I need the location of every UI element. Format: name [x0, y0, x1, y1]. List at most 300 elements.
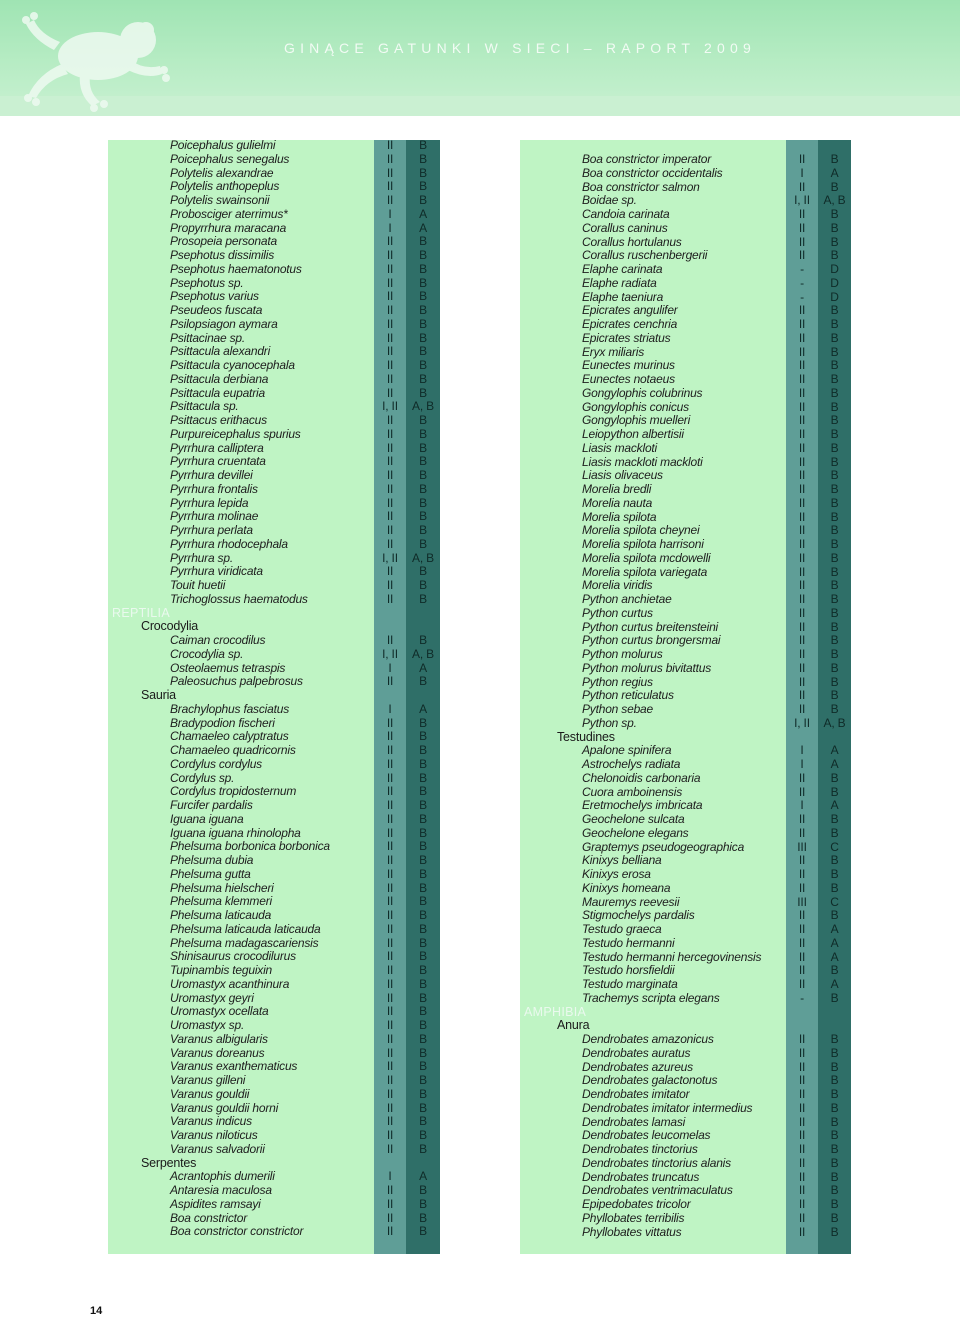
- cites-appendix-cell: II: [798, 509, 806, 524]
- species-name: Dendrobates leucomelas: [582, 1128, 711, 1143]
- cites-appendix-cell: II: [798, 812, 806, 826]
- table-row: [108, 839, 440, 853]
- table-row: [520, 1115, 851, 1129]
- eu-annex-cell: B: [419, 248, 427, 262]
- table-row: [108, 702, 440, 716]
- eu-annex-cell: B: [830, 344, 839, 359]
- cites-appendix-cell: II: [386, 798, 394, 812]
- table-row: [108, 1059, 440, 1073]
- species-name: Corallus ruschenbergerii: [582, 248, 708, 263]
- cites-appendix-cell: II: [386, 261, 394, 276]
- table-row: [108, 331, 440, 345]
- table-row: [520, 936, 851, 950]
- eu-annex-cell: B: [419, 784, 427, 799]
- species-name: Python curtus breitensteini: [582, 619, 719, 634]
- eu-annex-cell: B: [419, 344, 427, 359]
- cites-appendix-cell: II: [798, 1169, 806, 1184]
- eu-annex-cell: B: [830, 1183, 839, 1198]
- species-name: Iguana iguana rhinolopha: [170, 825, 301, 840]
- species-name: Phelsuma hielscheri: [170, 880, 274, 895]
- species-name: Dendrobates tinctorius alanis: [582, 1155, 731, 1170]
- species-name: Dendrobates azureus: [582, 1059, 693, 1074]
- species-name: Python reticulatus: [582, 688, 674, 703]
- eu-annex-cell: A, B: [823, 715, 846, 730]
- species-name: Dendrobates lamasi: [582, 1114, 686, 1129]
- species-name: Pyrrhura sp.: [170, 550, 233, 565]
- eu-annex-cell: B: [830, 317, 839, 331]
- species-name: Eryx miliaris: [582, 344, 645, 359]
- species-name: Dendrobates truncatus: [582, 1169, 700, 1184]
- species-name: Elaphe carinata: [582, 262, 663, 276]
- table-row: [108, 221, 440, 235]
- species-name: Varanus gouldii horni: [170, 1100, 279, 1115]
- table-row: [520, 290, 851, 304]
- table-row: [108, 509, 440, 523]
- cites-appendix-cell: -: [800, 262, 804, 276]
- eu-annex-cell: B: [830, 1045, 839, 1060]
- species-name: Psittacula cyanocephala: [170, 358, 295, 372]
- cites-appendix-cell: II: [386, 303, 394, 317]
- species-name: Psephotus varius: [170, 289, 259, 304]
- eu-annex-cell: B: [830, 179, 839, 194]
- table-row: [108, 1087, 440, 1101]
- table-row: [108, 289, 440, 303]
- cites-appendix-cell: II: [386, 1018, 394, 1032]
- eu-annex-cell: B: [419, 729, 427, 744]
- species-name: Phelsuma gutta: [170, 866, 251, 881]
- species-name: Touit huetii: [170, 578, 226, 592]
- cites-appendix-cell: II: [386, 839, 394, 854]
- species-name: Mauremys reevesii: [582, 894, 680, 909]
- table-row: [520, 331, 851, 345]
- eu-annex-cell: A: [419, 206, 427, 221]
- eu-annex-cell: A, B: [412, 399, 434, 414]
- species-name: Morelia nauta: [582, 495, 653, 510]
- cites-appendix-cell: II: [798, 468, 806, 483]
- cites-appendix-cell: II: [798, 1155, 806, 1170]
- cites-appendix-cell: II: [798, 344, 806, 359]
- cites-appendix-cell: II: [798, 1073, 806, 1088]
- eu-annex-cell: B: [419, 1183, 427, 1197]
- eu-annex-cell: B: [419, 674, 427, 689]
- eu-annex-cell: B: [419, 1210, 427, 1225]
- species-name: Poicephalus senegalus: [170, 151, 290, 166]
- cites-appendix-cell: III: [797, 894, 807, 909]
- eu-annex-cell: B: [419, 1004, 427, 1019]
- species-name: Trachemys scripta elegans: [582, 990, 720, 1005]
- eu-annex-cell: B: [830, 770, 839, 785]
- species-name: Varanus indicus: [170, 1114, 252, 1129]
- eu-annex-cell: B: [419, 509, 427, 524]
- species-name: Morelia bredli: [582, 482, 652, 496]
- cites-appendix-cell: II: [386, 1086, 394, 1101]
- species-name: Phelsuma dubia: [170, 853, 254, 867]
- eu-annex-cell: B: [830, 1197, 839, 1211]
- species-name: Python molurus: [582, 647, 663, 661]
- table-row: [108, 1142, 440, 1156]
- order-heading: Testudines: [557, 729, 615, 744]
- table-row: [520, 743, 851, 757]
- cites-appendix-cell: II: [386, 880, 394, 895]
- table-row: [108, 344, 440, 358]
- table-row: [108, 564, 440, 578]
- eu-annex-cell: B: [830, 963, 839, 978]
- species-name: Python curtus: [582, 605, 653, 620]
- species-name: Uromastyx ocellata: [170, 1004, 269, 1019]
- table-row: [108, 317, 440, 331]
- eu-annex-cell: B: [419, 1018, 427, 1032]
- eu-annex-cell: B: [830, 220, 839, 235]
- eu-annex-cell: B: [830, 303, 839, 318]
- species-name: Varanus gouldii: [170, 1086, 250, 1101]
- species-name: Morelia spilota: [582, 509, 657, 524]
- table-row: [520, 152, 851, 166]
- species-name: Antaresia maculosa: [170, 1183, 272, 1197]
- eu-annex-cell: A, B: [412, 550, 434, 565]
- cites-appendix-cell: II: [798, 688, 806, 703]
- table-row: [520, 262, 851, 276]
- cites-appendix-cell: II: [798, 207, 806, 221]
- table-row: [108, 358, 440, 372]
- eu-annex-cell: B: [830, 1155, 839, 1170]
- cites-appendix-cell: II: [386, 1128, 394, 1142]
- table-row: [108, 372, 440, 386]
- cites-appendix-cell: II: [386, 179, 394, 194]
- table-row: [520, 248, 851, 262]
- species-table-left: [108, 140, 440, 1254]
- eu-annex-cell: B: [419, 138, 427, 152]
- cites-appendix-cell: II: [798, 440, 806, 455]
- eu-annex-cell: C: [830, 839, 839, 854]
- species-name: Corallus hortulanus: [582, 234, 682, 249]
- table-row: [520, 633, 851, 647]
- eu-annex-cell: B: [419, 1031, 427, 1046]
- eu-annex-cell: B: [419, 151, 427, 166]
- species-name: Cordylus tropidosternum: [170, 784, 297, 799]
- table-row: [108, 674, 440, 688]
- species-name: Phyllobates terribilis: [582, 1210, 685, 1225]
- eu-annex-cell: A: [830, 949, 839, 964]
- table-row: [108, 482, 440, 496]
- table-row: [520, 1101, 851, 1115]
- table-row: [520, 771, 851, 785]
- cites-appendix-cell: II: [386, 894, 394, 909]
- species-name: Boa constrictor imperator: [582, 152, 712, 166]
- species-name: Dendrobates imitator intermedius: [582, 1100, 753, 1115]
- eu-annex-cell: B: [830, 234, 839, 249]
- cites-appendix-cell: I: [800, 165, 804, 180]
- order-heading: Serpentes: [141, 1155, 197, 1170]
- eu-annex-cell: B: [419, 949, 427, 964]
- species-name: Dendrobates ventrimaculatus: [582, 1183, 733, 1198]
- eu-annex-cell: A: [830, 798, 839, 813]
- table-row: [108, 592, 440, 606]
- order-heading-row: [108, 1156, 440, 1170]
- cites-appendix-cell: II: [798, 1128, 806, 1143]
- species-name: Eunectes murinus: [582, 358, 675, 373]
- table-row: [520, 193, 851, 207]
- eu-annex-cell: B: [830, 1224, 839, 1239]
- species-name: Testudo horsfieldii: [582, 963, 675, 978]
- cites-appendix-cell: I, II: [382, 550, 398, 565]
- table-row: [108, 179, 440, 193]
- species-name: Psittacula alexandri: [170, 344, 271, 359]
- eu-annex-cell: A: [419, 701, 427, 716]
- species-name: Brachylophus fasciatus: [170, 701, 289, 716]
- table-row: [108, 138, 440, 152]
- table-row: [520, 427, 851, 441]
- species-name: Acrantophis dumerili: [170, 1169, 275, 1184]
- cites-appendix-cell: II: [386, 358, 394, 372]
- species-name: Uromastyx sp.: [170, 1018, 245, 1032]
- table-row: [108, 977, 440, 991]
- table-row: [520, 881, 851, 895]
- table-row: [108, 1183, 440, 1197]
- cites-appendix-cell: II: [798, 1224, 806, 1239]
- eu-annex-cell: B: [830, 399, 839, 414]
- eu-annex-cell: B: [419, 921, 427, 936]
- table-row: [108, 771, 440, 785]
- species-name: Morelia spilota harrisoni: [582, 537, 704, 551]
- species-name: Osteolaemus tetraspis: [170, 660, 286, 675]
- species-name: Purpureicephalus spurius: [170, 426, 301, 441]
- table-row: [520, 606, 851, 620]
- cites-appendix-cell: II: [798, 220, 806, 235]
- species-name: Corallus caninus: [582, 220, 668, 235]
- cites-appendix-cell: II: [386, 674, 394, 689]
- species-name: Trichoglossus haematodus: [170, 591, 308, 606]
- table-row: [520, 537, 851, 551]
- table-row: [520, 565, 851, 579]
- species-name: Python sebae: [582, 702, 653, 716]
- order-heading: Sauria: [141, 688, 176, 702]
- order-heading-row: [520, 730, 851, 744]
- table-row: [108, 936, 440, 950]
- eu-annex-cell: B: [830, 358, 839, 373]
- cites-appendix-cell: I: [388, 206, 392, 221]
- eu-annex-cell: B: [419, 880, 427, 895]
- cites-appendix-cell: II: [798, 770, 806, 785]
- species-name: Phyllobates vittatus: [582, 1224, 682, 1239]
- species-name: Pyrrhura molinae: [170, 509, 259, 524]
- eu-annex-cell: B: [830, 784, 839, 799]
- eu-annex-cell: A, B: [412, 646, 434, 661]
- cites-appendix-cell: -: [800, 990, 804, 1005]
- species-name: Psephotus dissimilis: [170, 248, 275, 262]
- cites-appendix-cell: II: [386, 344, 394, 359]
- cites-appendix-cell: II: [798, 523, 806, 538]
- class-heading-row: [520, 1005, 851, 1019]
- page-number: 14: [90, 1305, 103, 1317]
- eu-annex-cell: B: [830, 990, 839, 1005]
- table-row: [520, 578, 851, 592]
- species-name: Python anchietae: [582, 592, 672, 606]
- table-row: [520, 1060, 851, 1074]
- cites-appendix-cell: II: [798, 633, 806, 648]
- eu-annex-cell: B: [830, 867, 839, 881]
- eu-annex-cell: B: [419, 756, 427, 771]
- order-heading-row: [108, 619, 440, 633]
- species-name: Eunectes notaeus: [582, 372, 675, 386]
- species-name: Chelonoidis carbonaria: [582, 770, 701, 785]
- table-row: [520, 895, 851, 909]
- table-row: [520, 1142, 851, 1156]
- cites-appendix-cell: II: [798, 1100, 806, 1115]
- table-row: [108, 1128, 440, 1142]
- table-row: [108, 303, 440, 317]
- species-name: Boidae sp.: [582, 193, 637, 208]
- species-name: Chamaeleo quadricornis: [170, 743, 296, 757]
- species-name: Psittacus erithacus: [170, 413, 267, 427]
- eu-annex-cell: B: [419, 1141, 427, 1156]
- cites-appendix-cell: II: [386, 1183, 394, 1197]
- cites-appendix-cell: II: [386, 413, 394, 427]
- cites-appendix-cell: II: [798, 702, 806, 716]
- species-name: Elaphe radiata: [582, 275, 657, 290]
- cites-appendix-cell: II: [386, 866, 394, 881]
- species-name: Probosciger aterrimus*: [170, 206, 288, 221]
- table-row: [108, 922, 440, 936]
- eu-annex-cell: B: [419, 564, 427, 579]
- species-name: Polytelis swainsonii: [170, 193, 270, 207]
- cites-appendix-cell: II: [386, 1004, 394, 1019]
- table-row: [520, 1197, 851, 1211]
- table-row: [520, 1170, 851, 1184]
- species-name: Aspidites ramsayi: [170, 1196, 261, 1211]
- cites-appendix-cell: II: [798, 1142, 806, 1156]
- species-name: Python curtus brongersmai: [582, 633, 721, 648]
- eu-annex-cell: B: [419, 578, 427, 592]
- cites-appendix-cell: II: [798, 234, 806, 249]
- eu-annex-cell: B: [830, 1210, 839, 1225]
- cites-appendix-cell: -: [800, 275, 804, 290]
- eu-annex-cell: B: [830, 702, 839, 716]
- cites-appendix-cell: II: [798, 482, 806, 496]
- table-row: [520, 963, 851, 977]
- species-name: Liasis mackloti mackloti: [582, 454, 703, 469]
- eu-annex-cell: B: [419, 743, 427, 757]
- eu-annex-cell: B: [419, 275, 427, 290]
- eu-annex-cell: B: [419, 495, 427, 510]
- cites-appendix-cell: II: [798, 578, 806, 593]
- species-name: Psittacula derbiana: [170, 371, 269, 386]
- species-name: Psilopsiagon aymara: [170, 316, 278, 331]
- table-row: [520, 785, 851, 799]
- cites-appendix-cell: II: [386, 234, 394, 249]
- species-name: Testudo marginata: [582, 977, 678, 991]
- species-name: Polytelis anthopeplus: [170, 179, 280, 194]
- cites-appendix-cell: II: [386, 481, 394, 496]
- eu-annex-cell: A: [830, 977, 839, 991]
- cites-appendix-cell: II: [798, 660, 806, 675]
- cites-appendix-cell: II: [386, 784, 394, 799]
- species-name: Gongylophis conicus: [582, 399, 689, 414]
- species-name: Morelia spilota mcdowelli: [582, 550, 711, 565]
- cites-appendix-cell: II: [386, 564, 394, 579]
- table-row: [520, 1128, 851, 1142]
- eu-annex-cell: B: [419, 289, 427, 304]
- table-row: [520, 358, 851, 372]
- cites-appendix-cell: II: [386, 578, 394, 592]
- cites-appendix-cell: II: [386, 1045, 394, 1060]
- cites-appendix-cell: II: [798, 152, 806, 166]
- table-row: [108, 207, 440, 221]
- table-row: [520, 647, 851, 661]
- species-name: Phelsuma laticauda laticauda: [170, 921, 321, 936]
- eu-annex-cell: A, B: [823, 193, 846, 208]
- eu-annex-cell: B: [830, 152, 839, 166]
- table-row: [520, 592, 851, 606]
- table-row: [108, 1018, 440, 1032]
- cites-appendix-cell: I, II: [382, 646, 398, 661]
- table-row: [520, 950, 851, 964]
- eu-annex-cell: B: [830, 523, 839, 538]
- cites-appendix-cell: II: [798, 1087, 806, 1101]
- table-row: [108, 152, 440, 166]
- cites-appendix-cell: II: [798, 454, 806, 469]
- table-row: [108, 551, 440, 565]
- cites-appendix-cell: II: [386, 1059, 394, 1074]
- species-name: Epicrates cenchria: [582, 317, 678, 331]
- cites-appendix-cell: II: [798, 317, 806, 331]
- table-row: [520, 675, 851, 689]
- species-name: Pyrrhura lepida: [170, 495, 249, 510]
- order-heading-row: [108, 688, 440, 702]
- cites-appendix-cell: II: [798, 853, 806, 868]
- table-row: [108, 784, 440, 798]
- eu-annex-cell: B: [830, 1087, 839, 1101]
- species-name: Astrochelys radiata: [582, 757, 681, 771]
- eu-annex-cell: B: [830, 550, 839, 565]
- eu-annex-cell: B: [419, 523, 427, 537]
- species-name: Pyrrhura devillei: [170, 468, 253, 482]
- cites-appendix-cell: II: [386, 633, 394, 647]
- table-row: [520, 510, 851, 524]
- cites-appendix-cell: I: [800, 743, 804, 758]
- cites-appendix-cell: II: [386, 275, 394, 290]
- eu-annex-cell: B: [830, 633, 839, 648]
- table-row: [520, 372, 851, 386]
- table-row: [108, 647, 440, 661]
- cites-appendix-cell: I: [388, 1169, 392, 1184]
- species-name: Eretmochelys imbricata: [582, 798, 703, 813]
- eu-annex-cell: B: [419, 1086, 427, 1101]
- cites-appendix-cell: II: [386, 1073, 394, 1087]
- cites-appendix-cell: II: [798, 399, 806, 414]
- cites-appendix-cell: II: [798, 1045, 806, 1060]
- eu-annex-cell: B: [830, 454, 839, 469]
- eu-annex-cell: B: [830, 660, 839, 675]
- cites-appendix-cell: II: [386, 921, 394, 936]
- eu-annex-cell: B: [419, 1059, 427, 1074]
- species-name: Polytelis alexandrae: [170, 165, 274, 180]
- species-name: Python sp.: [582, 715, 637, 730]
- table-row: [108, 881, 440, 895]
- table-row: [520, 991, 851, 1005]
- table-row: [520, 826, 851, 840]
- eu-annex-cell: B: [419, 935, 427, 950]
- eu-annex-cell: B: [419, 839, 427, 854]
- eu-annex-cell: B: [419, 770, 427, 785]
- species-name: Psittacula eupatria: [170, 385, 265, 400]
- eu-annex-cell: B: [419, 330, 427, 345]
- cites-appendix-cell: II: [798, 330, 806, 345]
- table-row: [108, 454, 440, 468]
- species-name: Cordylus sp.: [170, 770, 235, 785]
- eu-annex-cell: B: [830, 330, 839, 345]
- table-row: [108, 1211, 440, 1225]
- cites-appendix-cell: II: [386, 825, 394, 840]
